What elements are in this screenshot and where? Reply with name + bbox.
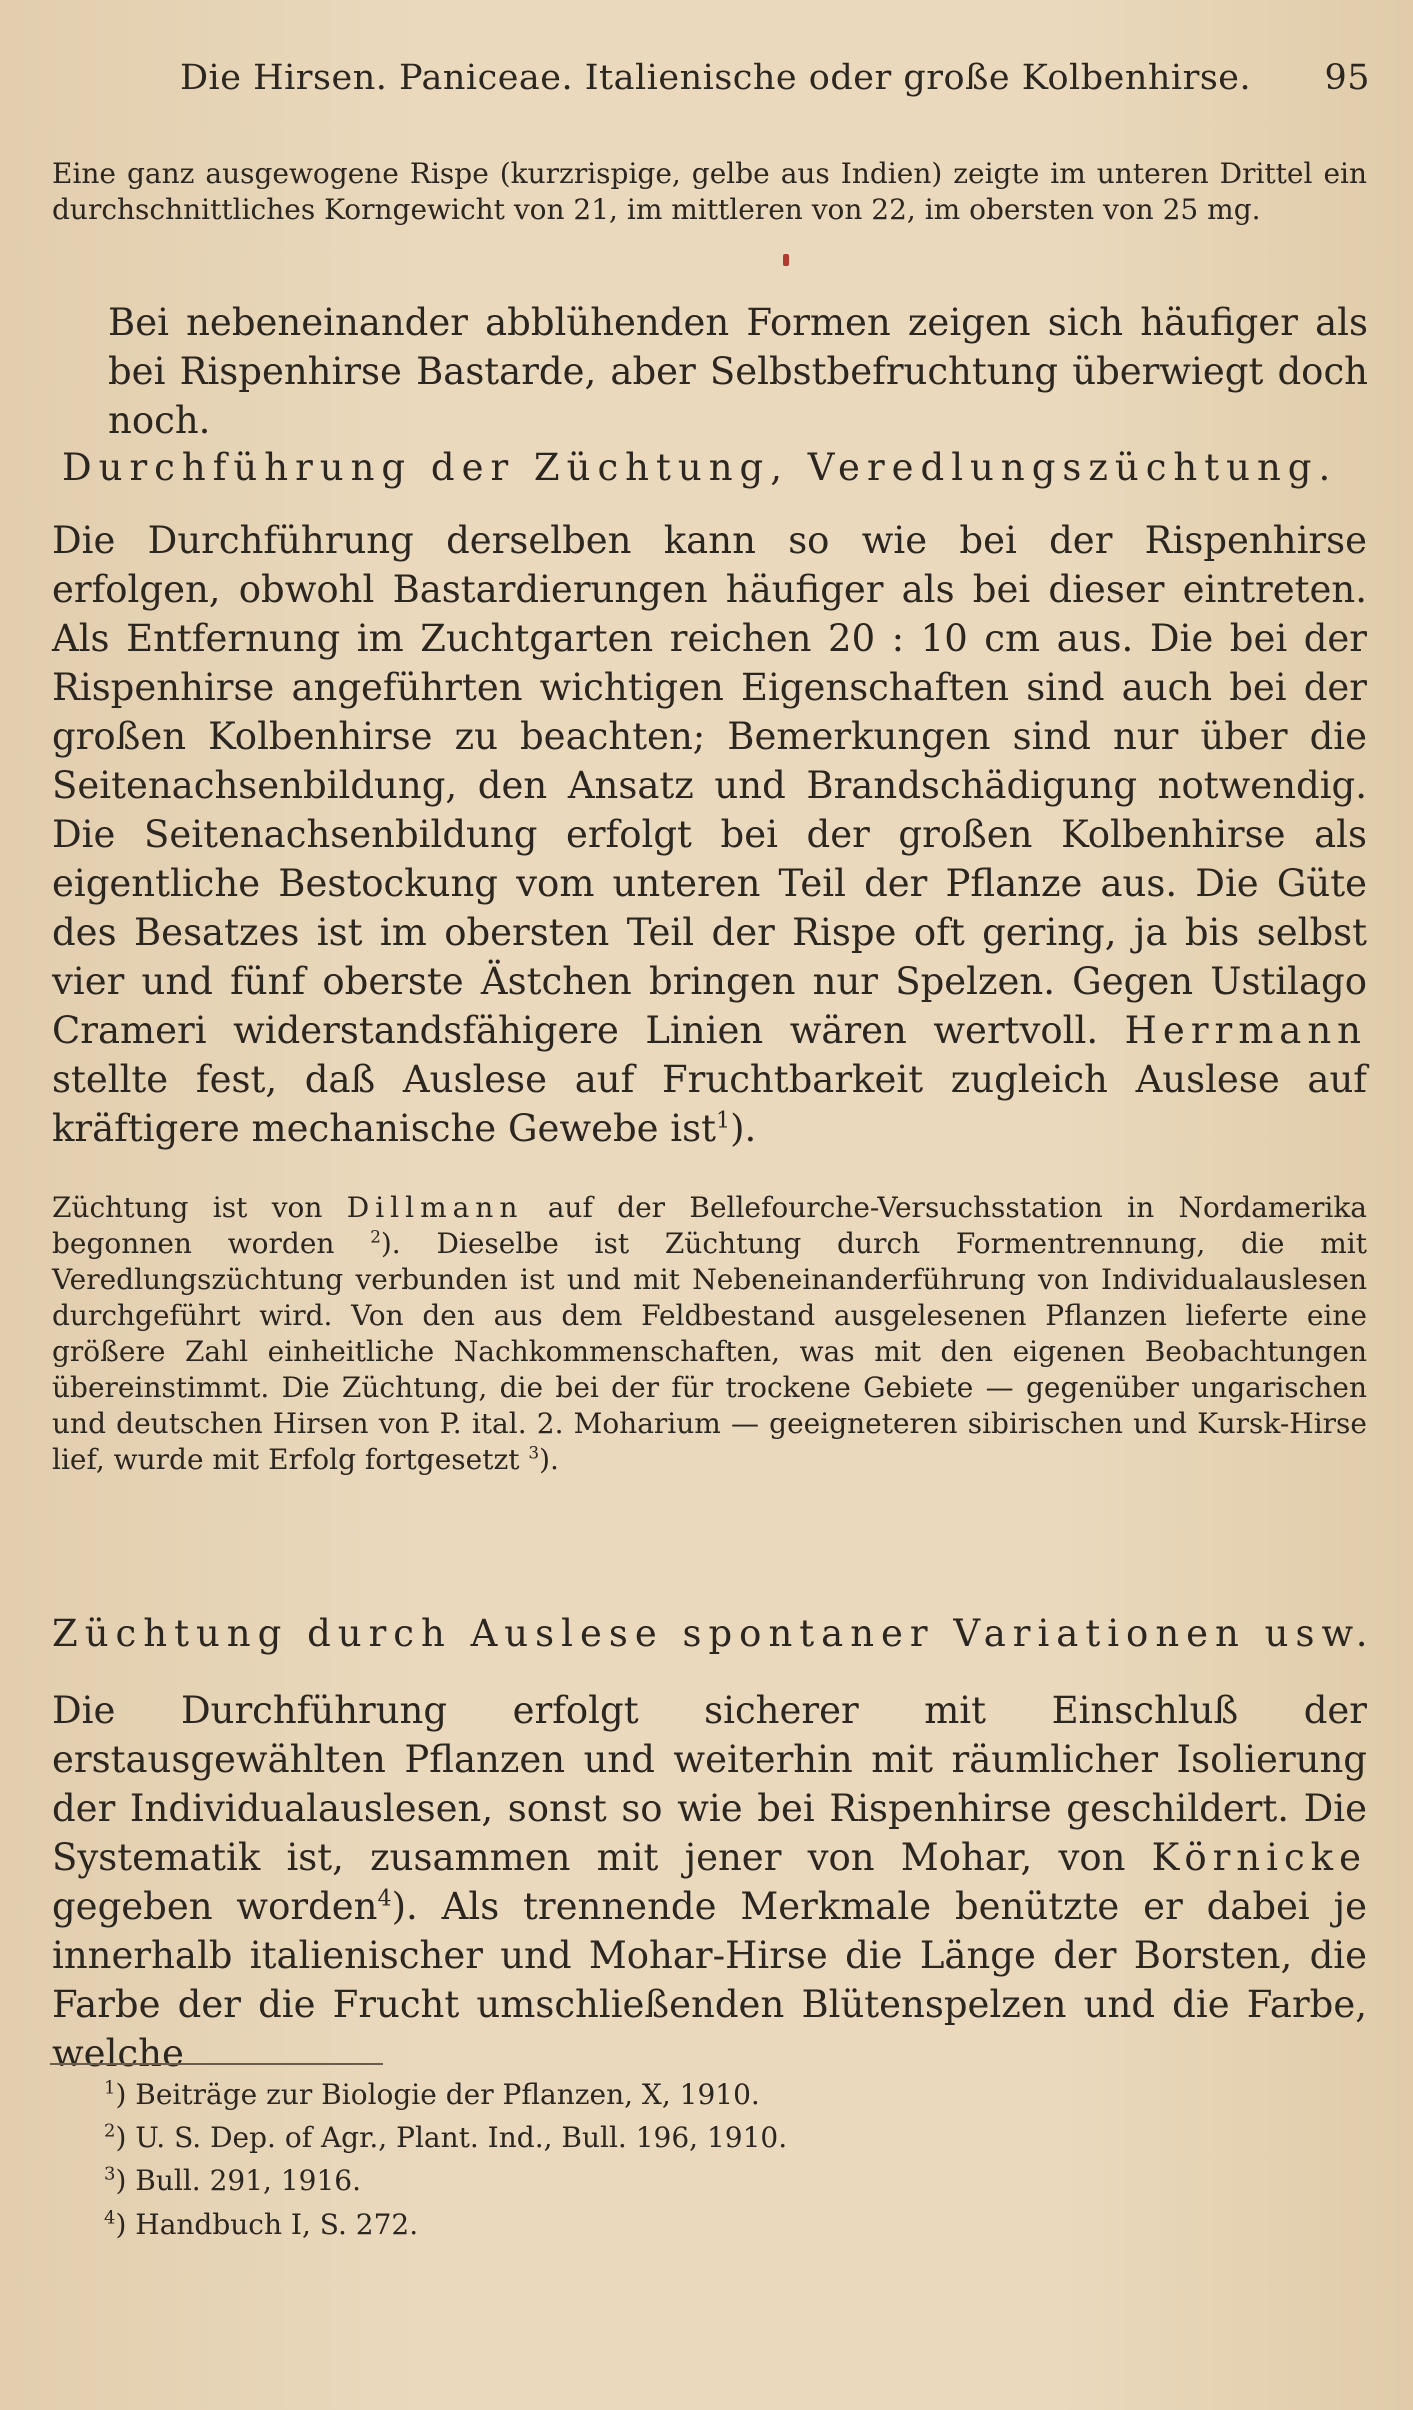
paragraph-text: Die Durchführung derselben kann so wie bei der Rispenhirse erfolgen, obwohl Bastardierungen häufiger als bei dieser eintreten. Als Entfernung im Zuchtgarten reichen 20 : 10 cm aus. Die bei der Rispenhirse angeführten wichtigen Eigenschaften sind auch bei der großen Kolbenhirse zu beachten; Bemerkungen sind nur über die Seitenachsenbildung, den Ansatz und Brandschädigung notwendig. Die Seitenachsenbildung erfolgt bei der großen Kolbenhirse als eigentliche Bestockung vom unteren Teil der Pflanze aus. Die Güte des Besatzes ist im obersten Teil der Rispe oft gering, ja bis selbst vier und fünf oberste Ästchen bringen nur Spelzen. Gegen Ustilago Crameri widerstandsfähigere Linien wären wertvoll. <box>52 519 1367 1052</box>
footnote-1 <box>104 2078 760 2111</box>
section-heading-breeding-procedure: Durchführung der Züchtung, Veredlungszüchtung. <box>62 446 1338 489</box>
paragraph-text: Die Durchführung erfolgt sicherer mit Einschluß der erstausgewählten Pflanzen und weiterhin mit räumlicher Isolierung der Individualauslesen, sonst so wie bei Rispenhirse geschildert. Die Systematik ist, zusammen mit jener von Mohar, von <box>52 1689 1367 1879</box>
footnote-2 <box>104 2121 787 2154</box>
footnote-mark: 4 <box>104 2207 116 2229</box>
red-ink-mark <box>783 254 789 266</box>
author-name-koernicke: Körnicke <box>1151 1836 1367 1879</box>
paragraph-grain-weight: Eine ganz ausgewogene Rispe (kurzrispige, gelbe aus Indien) zeigte im unteren Drittel ein durchschnittliches Korngewicht von 21, im mittleren von 22, im obersten von 25 mg. <box>52 157 1367 226</box>
footnote-4 <box>104 2208 418 2241</box>
paragraph-text: gegeben worden <box>52 1885 378 1928</box>
paragraph-text: ). <box>730 1107 757 1150</box>
footnote-mark: 1 <box>104 2077 116 2099</box>
footnote-ref: 3 <box>528 1442 540 1463</box>
paragraph-breeding-procedure <box>52 516 1367 1153</box>
footnote-mark: 2 <box>104 2120 116 2142</box>
author-name-dillmann: Dillmann <box>346 1191 524 1224</box>
author-name-herrmann: Herrmann <box>1124 1009 1367 1052</box>
footnote-3 <box>104 2164 361 2197</box>
page-header <box>170 58 1370 114</box>
footnote-divider <box>50 2063 383 2065</box>
footnote-text: ) Beiträge zur Biologie der Pflanzen, X, 1910. <box>115 2078 760 2111</box>
paragraph-text: ). Dieselbe ist Züchtung durch Formentrennung, die mit Veredlungszüchtung verbunden ist und mit Nebeneinanderführung von Individualauslesen durchgeführt wird. Von den aus dem Feldbestand ausgelesenen Pflanzen lieferte eine größere Zahl einheitliche Nachkommenschaften, was mit den eigenen Beobachtungen übereinstimmt. Die Züchtung, die bei der für trockene Gebiete — gegenüber ungarischen und deutschen Hirsen von P. ital. 2. Moharium — geeigneteren sibirischen und Kursk-Hirse lief, wurde mit Erfolg fortgesetzt <box>52 1227 1368 1476</box>
section-heading-spontaneous-variations: Züchtung durch Auslese spontaner Variationen usw. <box>52 1612 1375 1655</box>
footnote-text: ) U. S. Dep. of Agr., Plant. Ind., Bull. 196, 1910. <box>115 2121 788 2154</box>
footnote-mark: 3 <box>104 2163 116 2185</box>
footnote-text: ) Bull. 291, 1916. <box>115 2164 361 2197</box>
paragraph-dillmann <box>52 1190 1367 1478</box>
paragraph-hybrids: Bei nebeneinander abblühenden Formen zeigen sich häufiger als bei Rispenhirse Bastarde, aber Selbstbefruchtung überwiegt doch noch. <box>108 301 1368 442</box>
footnote-ref: 2 <box>370 1226 381 1247</box>
page-number: 95 <box>1324 58 1370 98</box>
footnote-text: ) Handbuch I, S. 272. <box>115 2208 419 2241</box>
paragraph-text: stellte fest, daß Auslese auf Fruchtbarkeit zugleich Auslese auf kräftigere mechanische Gewebe ist <box>52 1058 1367 1150</box>
footnote-ref: 4 <box>377 1885 392 1912</box>
paragraph-text: ). <box>539 1443 559 1476</box>
paragraph-text: Züchtung ist von <box>52 1191 323 1224</box>
footnote-ref: 1 <box>716 1107 731 1134</box>
paragraph-text: ). Als trennende Merkmale benützte er dabei je innerhalb italienischer und Mohar-Hirse die Länge der Borsten, die Farbe der die Frucht umschließenden Blütenspelzen und die Farbe, welche <box>52 1885 1367 2075</box>
paragraph-selection <box>52 1686 1367 2078</box>
running-title: Die Hirsen. Paniceae. Italienische oder große Kolbenhirse. <box>180 58 1252 98</box>
paragraph-text: auf der Bellefourche-Versuchsstation in Nordamerika begonnen worden <box>52 1191 1367 1260</box>
